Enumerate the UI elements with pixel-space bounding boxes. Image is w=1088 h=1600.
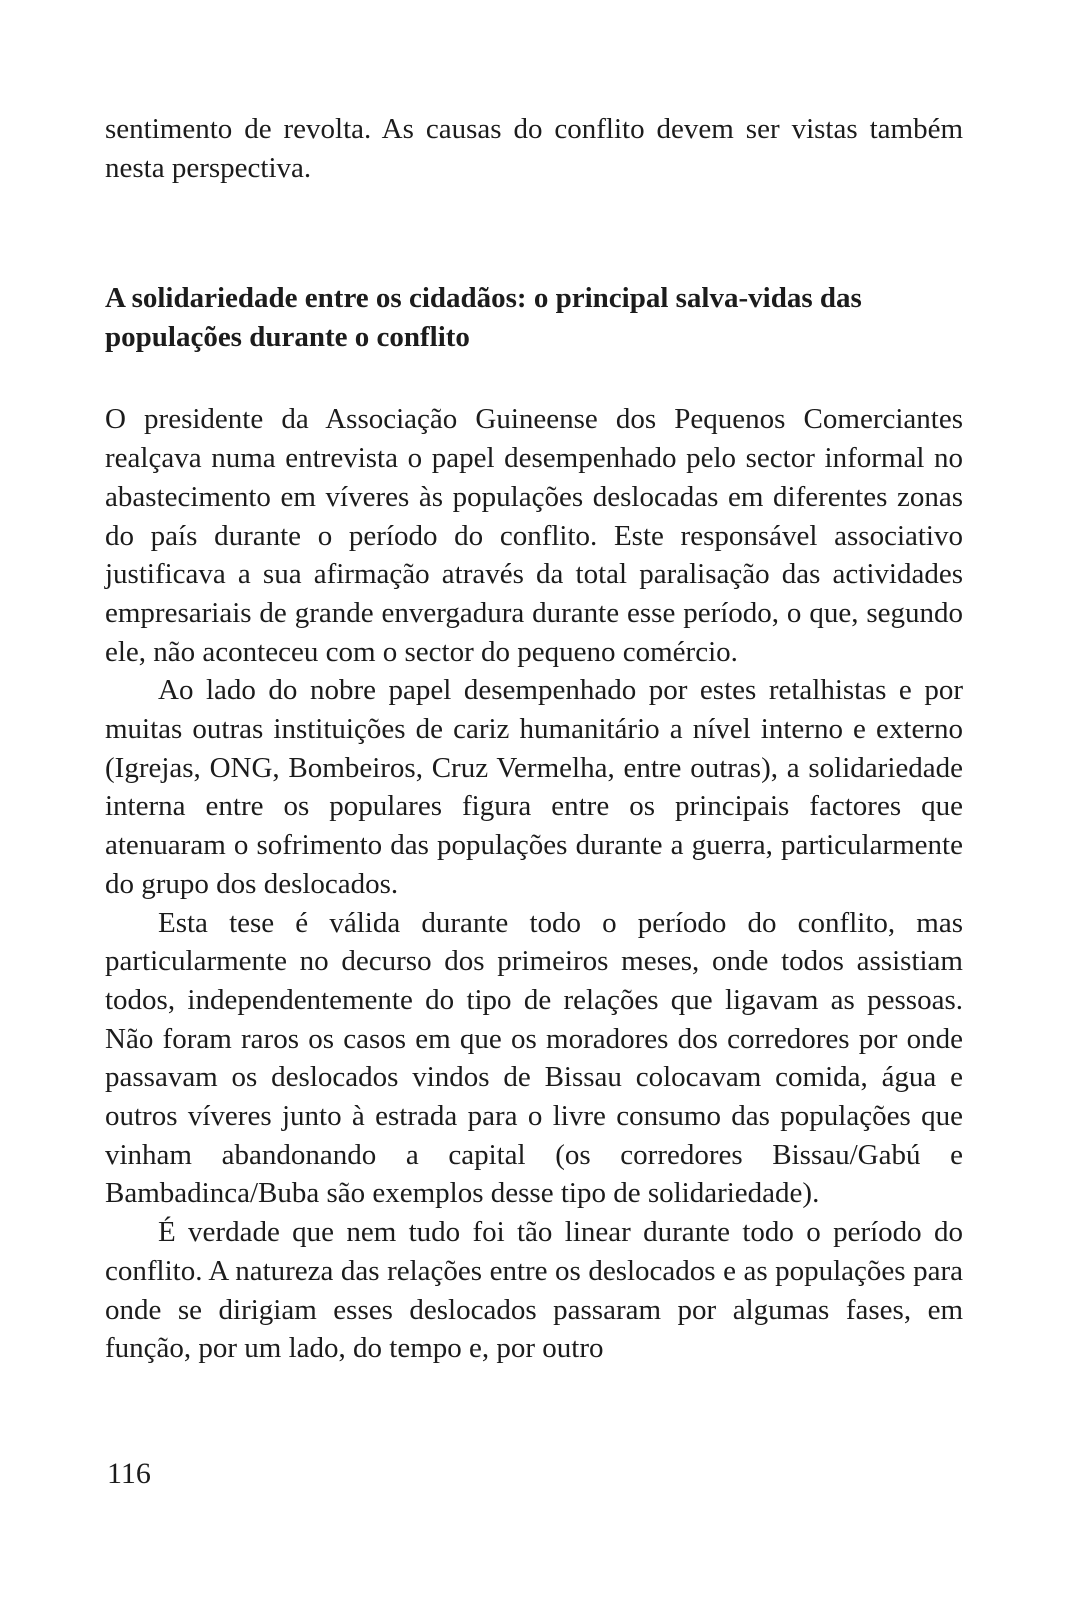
page-body — [105, 110, 963, 1368]
body-paragraph-2: Ao lado do nobre papel desempenhado por estes retalhistas e por muitas outras instituições de cariz humanitário a nível interno e externo (Igrejas, ONG, Bombeiros, Cruz Vermelha, entre outras), a solidariedade interna entre os populares figura entre os principais factores que atenuaram o sofrimento das populações durante a guerra, particularmente do grupo dos deslocados. — [105, 674, 963, 900]
section-heading: A solidariedade entre os cidadãos: o principal salva-vidas das populações durante o conflito — [105, 282, 862, 353]
body-paragraph-4: É verdade que nem tudo foi tão linear durante todo o período do conflito. A natureza das relações entre os deslocados e as populações para onde se dirigiam esses deslocados passaram por algumas fases, em função, por um lado, do tempo e, por outro — [105, 1216, 963, 1365]
body-paragraph-3: Esta tese é válida durante todo o período do conflito, mas particularmente no decurso dos primeiros meses, onde todos assistiam todos, independentemente do tipo de relações que ligavam as pessoas. Não foram raros os casos em que os moradores dos corredores por onde passavam os deslocados vindos de Bissau colocavam comida, água e outros víveres junto à estrada para o livre consumo das populações que vinham abandonando a capital (os corredores Bissau/Gabú e Bambadinca/Buba são exemplos desse tipo de solidariedade). — [105, 906, 963, 1210]
page-number: 116 — [107, 1457, 151, 1490]
body-paragraph-1: O presidente da Associação Guineense dos Pequenos Comerciantes realçava numa entrevista o papel desempenhado pelo sector informal no abastecimento em víveres às populações deslocadas em diferentes zonas do país durante o período do conflito. Este responsável associativo justificava a sua afirmação através da total paralisação das actividades empresariais de grande envergadura durante esse período, o que, segundo ele, não aconteceu com o sector do pequeno comércio. — [105, 403, 963, 668]
opening-paragraph: sentimento de revolta. As causas do conflito devem ser vistas também nesta perspectiva. — [105, 113, 963, 184]
